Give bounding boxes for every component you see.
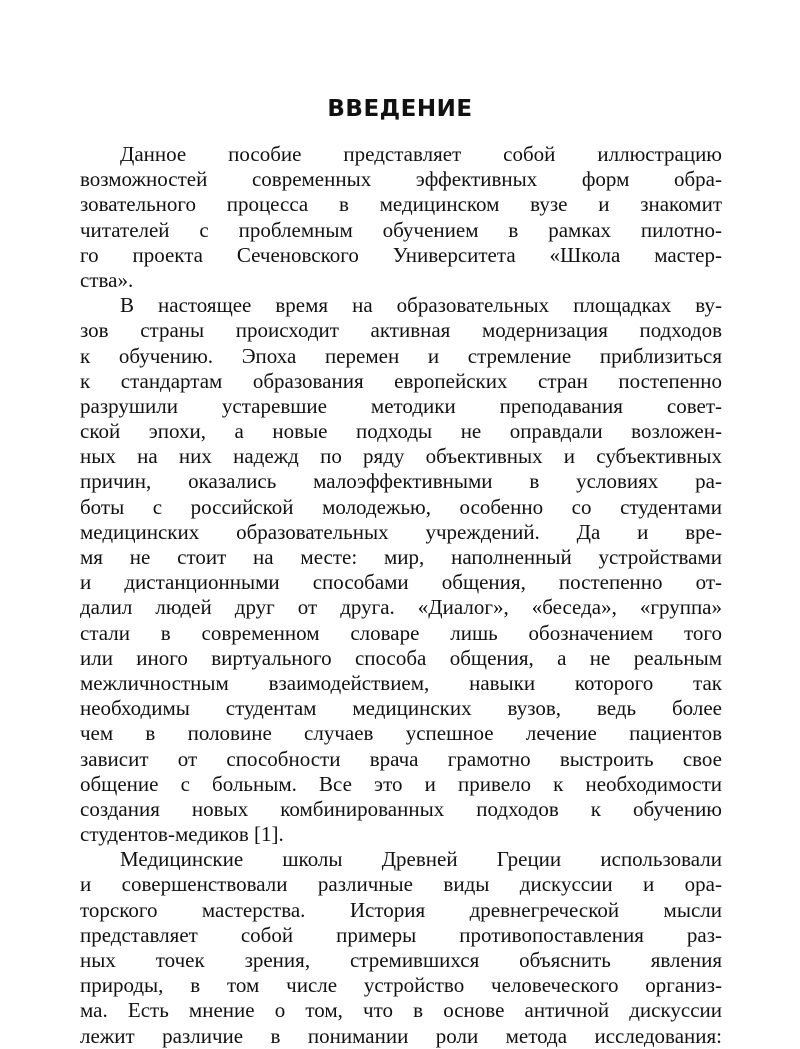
- text-line: причин, оказались малоэффективными в условиях ра-: [80, 469, 722, 494]
- text-line: или иного виртуального способа общения, а не реальным: [80, 645, 722, 670]
- text-line: го проекта Сеченовского Университета «Школа мастер-: [80, 242, 722, 267]
- text-line: медицинских образовательных учреждений. Да и вре-: [80, 519, 722, 544]
- text-line: и совершенствовали различные виды дискуссии и ора-: [80, 872, 722, 897]
- text-line: ства».: [80, 267, 134, 292]
- text-line: чем в половине случаев успешное лечение пациентов: [80, 721, 722, 746]
- paragraph: [80, 142, 722, 293]
- text-line: стали в современном словаре лишь обозначением того: [80, 620, 722, 645]
- text-line: необходимы студентам медицинских вузов, ведь более: [80, 696, 722, 721]
- text-line: разрушили устаревшие методики преподавания совет-: [80, 393, 722, 418]
- text-line: Данное пособие представляет собой иллюстрацию: [120, 142, 722, 166]
- text-line: зависит от способности врача грамотно выстроить свое: [80, 746, 722, 771]
- text-line: ных на них надежд по ряду объективных и субъективных: [80, 444, 722, 469]
- text-line: создания новых комбинированных подходов к обучению: [80, 796, 722, 821]
- text-line: боты с российской молодежью, особенно со студентами: [80, 494, 722, 519]
- text-line: В настоящее время на образовательных площадках ву-: [120, 293, 722, 318]
- text-line: к обучению. Эпоха перемен и стремление приблизиться: [80, 343, 722, 368]
- text-line: Медицинские школы Древней Греции использовали: [120, 847, 722, 872]
- text-line: общение с больным. Все это и привело к необходимости: [80, 771, 722, 796]
- text-line: природы, в том числе устройство человеческого организ-: [80, 973, 722, 998]
- text-line: далил людей друг от друга. «Диалог», «беседа», «группа»: [80, 595, 722, 620]
- text-line: читателей с проблемным обучением в рамках пилотно-: [80, 217, 722, 242]
- text-line: зов страны происходит активная модернизация подходов: [80, 318, 722, 343]
- page-title: ВВЕДЕНИЕ: [327, 96, 473, 122]
- paragraph: [80, 293, 722, 847]
- text-line: ных точек зрения, стремившихся объяснить явления: [80, 948, 722, 972]
- text-line: лежит различие в понимании роли метода исследования:: [80, 1023, 722, 1048]
- text-line: межличностным взаимодействием, навыки которого так: [80, 670, 722, 695]
- text-line: возможностей современных эффективных форм обра-: [80, 167, 722, 192]
- text-line: студентов-медиков [1].: [80, 822, 284, 847]
- text-line: зовательного процесса в медицинском вузе и знакомит: [80, 192, 722, 217]
- text-line: к стандартам образования европейских стран постепенно: [80, 368, 722, 393]
- text-line: представляет собой примеры противопоставления раз-: [80, 922, 722, 947]
- text-line: ской эпохи, а новые подходы не оправдали возложен-: [80, 419, 722, 444]
- body-text: [80, 142, 722, 1049]
- text-line: торского мастерства. История древнегреческой мысли: [80, 897, 722, 922]
- text-line: мя не стоит на месте: мир, наполненный устройствами: [80, 545, 722, 569]
- text-line: ма. Есть мнение о том, что в основе античной дискуссии: [80, 998, 722, 1023]
- paragraph: [80, 847, 722, 1049]
- text-line: и дистанционными способами общения, постепенно от-: [80, 570, 722, 595]
